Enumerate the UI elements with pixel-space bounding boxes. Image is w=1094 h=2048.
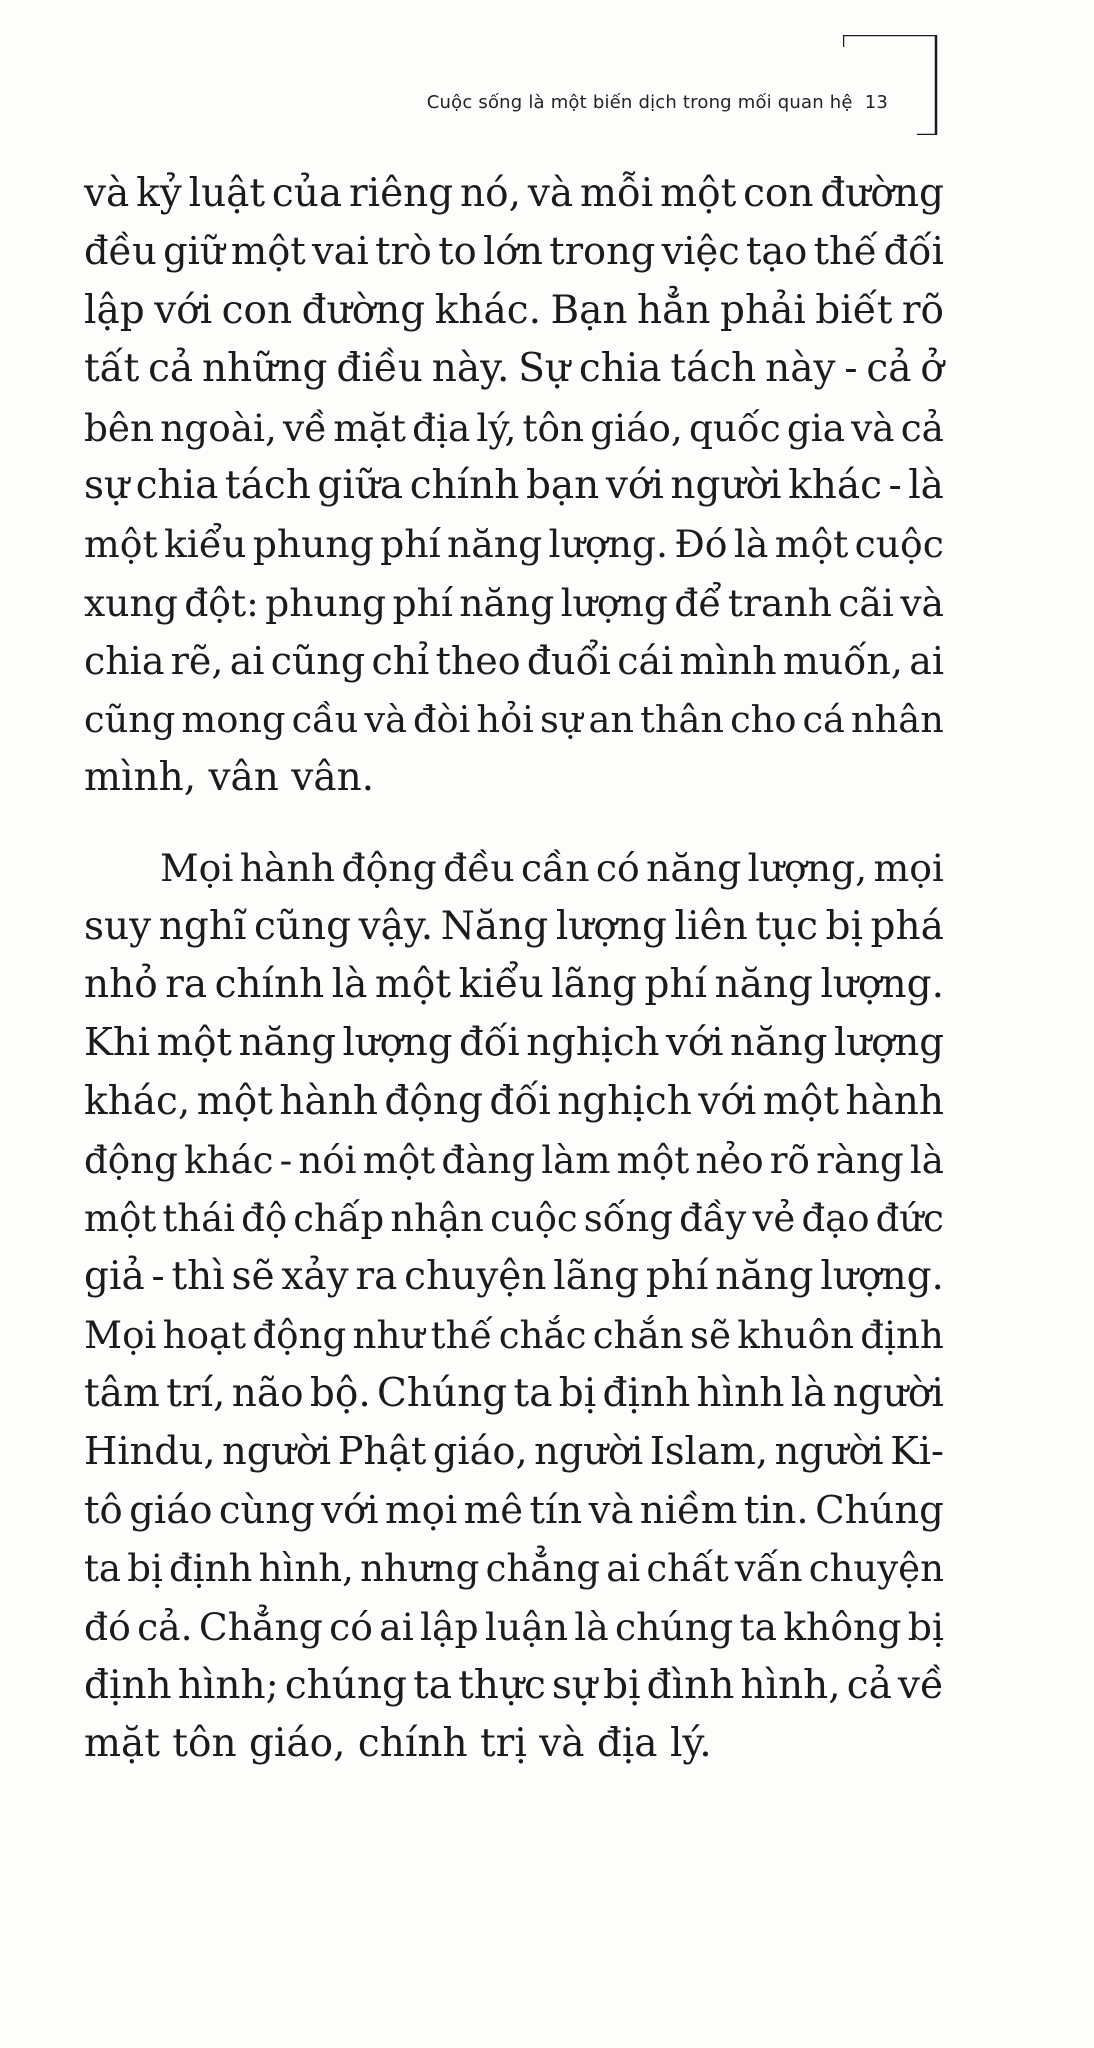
text-line: suy nghĩ cũng vậy. Năng lượng liên tục bị phá [84, 903, 944, 949]
text-line: Hindu, người Phật giáo, người Islam, người Ki- [84, 1429, 944, 1475]
text-line: giả - thì sẽ xảy ra chuyện lãng phí năng lượng. [84, 1254, 944, 1300]
text-line: Mọi hành động đều cần có năng lượng, mọi [160, 846, 944, 891]
text-line: chia rẽ, ai cũng chỉ theo đuổi cái mình muốn, ai [84, 639, 944, 684]
text-line: định hình; chúng ta thực sự bị đình hình, cả về [84, 1662, 944, 1708]
body-text [84, 165, 944, 1774]
text-line: nhỏ ra chính là một kiểu lãng phí năng lượng. [84, 962, 944, 1008]
text-line: cũng mong cầu và đòi hỏi sự an thân cho cá nhân [84, 697, 944, 741]
text-line: và kỷ luật của riêng nó, và mỗi một con đường [84, 171, 944, 216]
text-line: một thái độ chấp nhận cuộc sống đầy vẻ đạo đức [84, 1196, 944, 1240]
paragraph-gap [84, 807, 944, 839]
header-bracket-ornament [843, 35, 939, 135]
text-line: một kiểu phung phí năng lượng. Đó là một cuộc [84, 522, 944, 567]
text-line: bên ngoài, về mặt địa lý, tôn giáo, quốc gia và cả [84, 405, 944, 450]
text-line: mặt tôn giáo, chính trị và địa lý. [84, 1721, 712, 1767]
running-head-title: Cuộc sống là một biến dịch trong mối quan hệ [426, 92, 853, 113]
paragraph [84, 165, 944, 807]
text-line: Khi một năng lượng đối nghịch với năng lượng [84, 1020, 944, 1066]
text-line: xung đột: phung phí năng lượng để tranh cãi và [84, 580, 944, 625]
page-number: 13 [864, 92, 888, 113]
text-line: sự chia tách giữa chính bạn với người khác - là [84, 462, 944, 508]
text-line: Mọi hoạt động như thế chắc chắn sẽ khuôn định [84, 1313, 944, 1358]
paragraph [84, 839, 944, 1773]
text-line: ta bị định hình, nhưng chẳng ai chất vấn chuyện [84, 1546, 944, 1590]
text-line: tô giáo cùng với mọi mê tín và niềm tin. Chúng [84, 1487, 944, 1533]
text-line: khác, một hành động đối nghịch với một hành [84, 1078, 944, 1124]
text-line: động khác - nói một đàng làm một nẻo rõ ràng là [84, 1138, 944, 1183]
text-line: lập với con đường khác. Bạn hẳn phải biết rõ [84, 287, 944, 333]
text-line: mình, vân vân. [84, 754, 375, 800]
text-line: đó cả. Chẳng có ai lập luận là chúng ta không bị [84, 1605, 944, 1650]
text-line: tất cả những điều này. Sự chia tách này - cả ở [84, 346, 944, 392]
running-head [427, 92, 888, 113]
text-line: đều giữ một vai trò to lớn trong việc tạo thế đối [84, 229, 944, 275]
text-line: tâm trí, não bộ. Chúng ta bị định hình là người [84, 1370, 944, 1416]
